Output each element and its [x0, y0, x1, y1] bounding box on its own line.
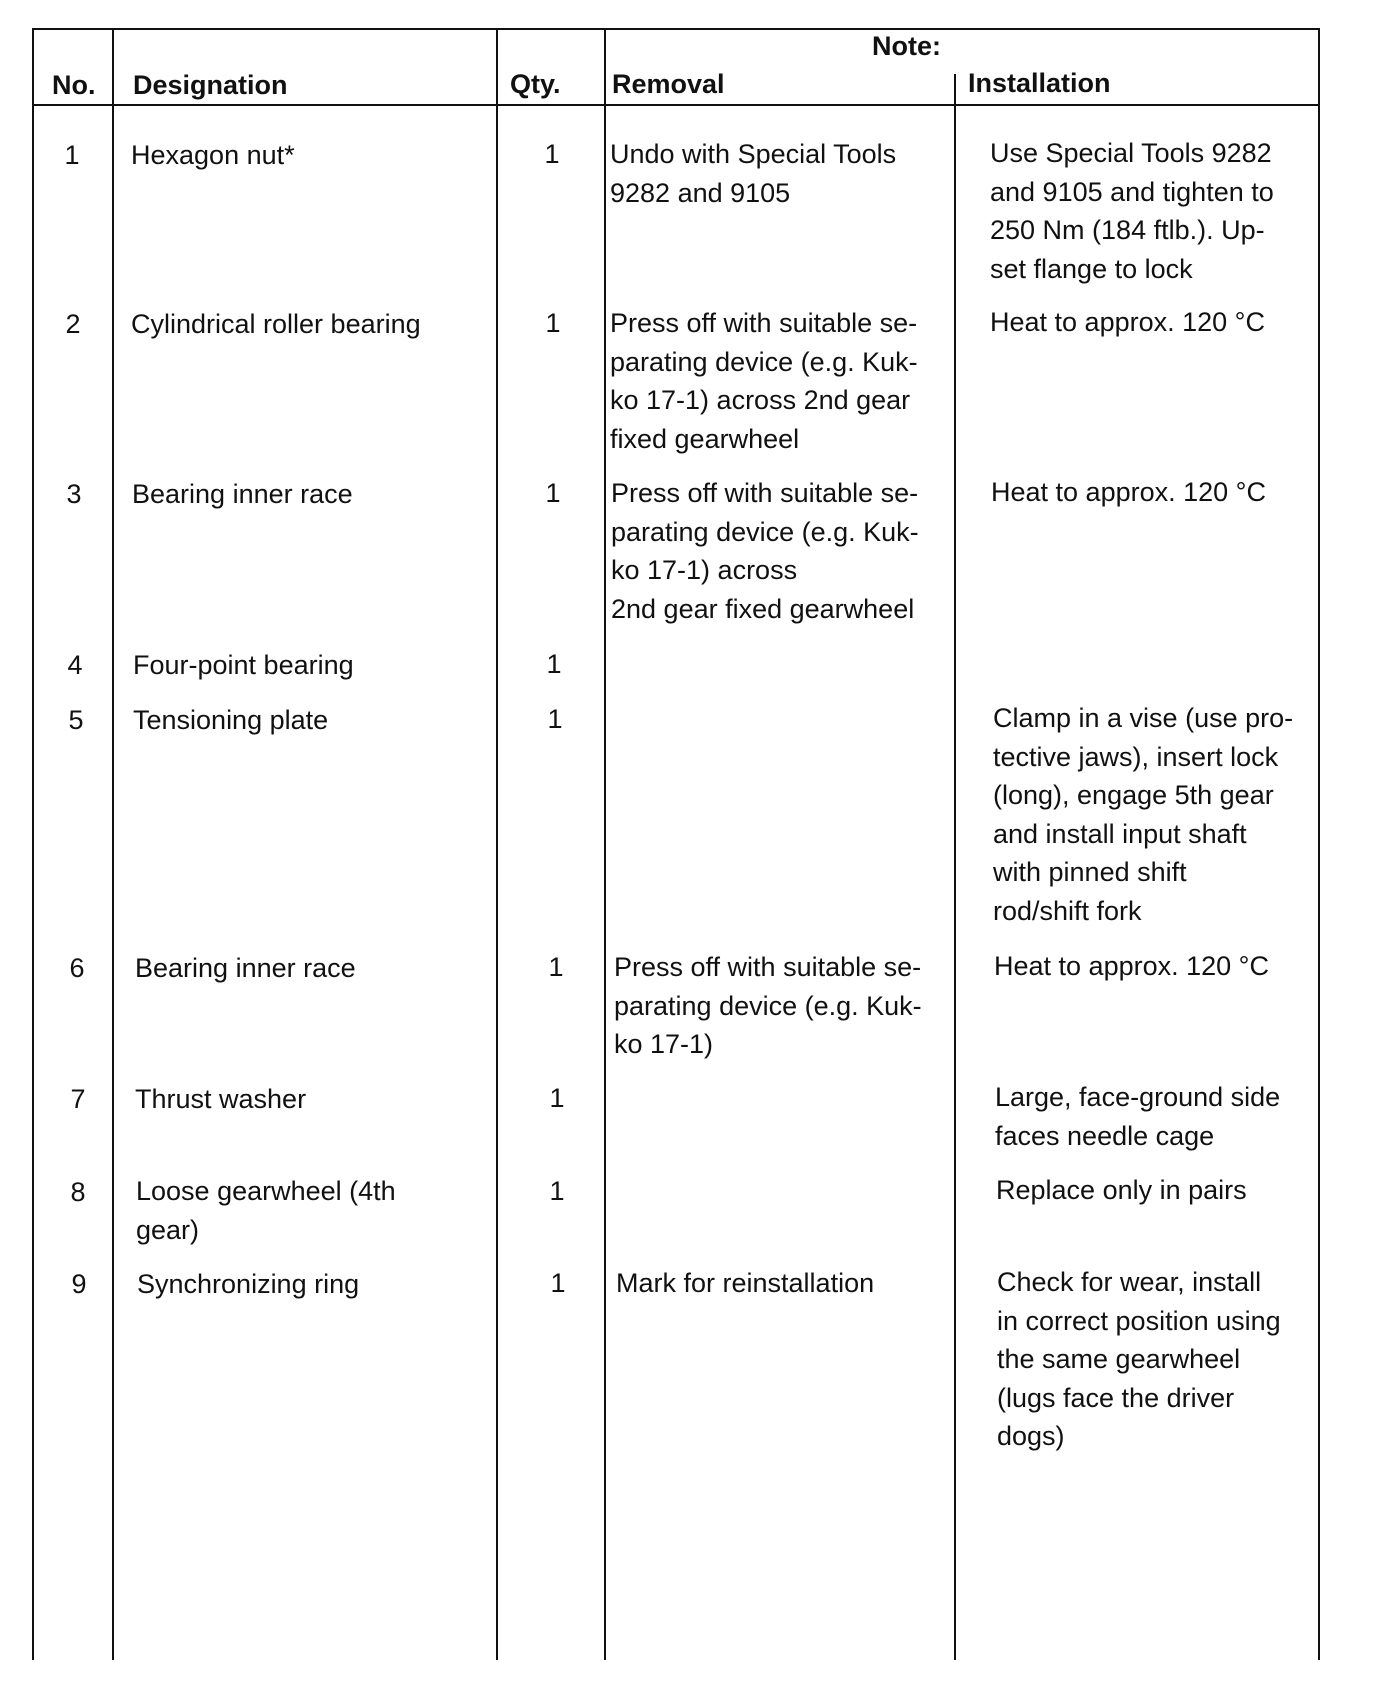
row-8-no: 8: [70, 1177, 86, 1207]
row-5-installation: Clamp in a vise (use pro- tective jaws), insert lock (long), engage 5th gear and install input shaft with pinned shift rod/shift fork: [993, 703, 1294, 926]
row-7-designation: Thrust washer: [135, 1084, 307, 1114]
row-9-installation: Check for wear, install in correct position using the same gearwheel (lugs face the driver dogs): [997, 1267, 1281, 1451]
header-bottom-border: [32, 104, 1320, 106]
row-1-removal: Undo with Special Tools 9282 and 9105: [610, 139, 897, 208]
row-2-designation: Cylindrical roller bearing: [131, 309, 421, 339]
row-1-designation: Hexagon nut*: [131, 140, 295, 170]
row-2-qty: 1: [545, 308, 561, 338]
header-no: No.: [52, 70, 96, 100]
row-9-no: 9: [71, 1269, 87, 1299]
row-5-no: 5: [68, 705, 84, 735]
top-border: [32, 28, 1320, 30]
left-border: [32, 28, 34, 1660]
divider-qty-removal: [604, 28, 606, 1660]
row-1-no: 1: [64, 140, 80, 170]
row-8-designation: Loose gearwheel (4th gear): [136, 1176, 396, 1245]
row-9-qty: 1: [550, 1268, 566, 1298]
header-designation: Designation: [133, 70, 288, 100]
row-3-installation: Heat to approx. 120 °C: [991, 477, 1266, 507]
row-1-qty: 1: [544, 139, 560, 169]
row-8-installation: Replace only in pairs: [996, 1175, 1247, 1205]
row-6-installation: Heat to approx. 120 °C: [994, 951, 1269, 981]
row-3-removal: Press off with suitable se- parating device (e.g. Kuk- ko 17-1) across 2nd gear fixed gearwheel: [611, 478, 919, 624]
row-7-installation: Large, face-ground side faces needle cage: [995, 1082, 1281, 1151]
divider-designation-qty: [496, 28, 498, 1660]
row-2-no: 2: [65, 309, 81, 339]
row-6-no: 6: [69, 953, 85, 983]
row-6-qty: 1: [548, 952, 564, 982]
row-4-qty: 1: [546, 649, 562, 679]
row-3-qty: 1: [545, 478, 561, 508]
row-9-designation: Synchronizing ring: [137, 1269, 360, 1299]
row-2-installation: Heat to approx. 120 °C: [990, 307, 1265, 337]
row-6-designation: Bearing inner race: [135, 953, 356, 983]
row-1-installation: Use Special Tools 9282 and 9105 and tighten to 250 Nm (184 ftlb.). Up- set flange to lock: [990, 138, 1274, 284]
row-7-no: 7: [70, 1084, 86, 1114]
row-6-removal: Press off with suitable se- parating device (e.g. Kuk- ko 17-1): [614, 952, 922, 1059]
row-4-designation: Four-point bearing: [133, 650, 354, 680]
divider-no-designation: [112, 28, 114, 1660]
row-2-removal: Press off with suitable se- parating device (e.g. Kuk- ko 17-1) across 2nd gear fixed gearwheel: [610, 308, 918, 454]
row-3-no: 3: [66, 479, 82, 509]
row-7-qty: 1: [549, 1083, 565, 1113]
header-qty: Qty.: [510, 69, 561, 99]
row-4-no: 4: [67, 650, 83, 680]
row-5-designation: Tensioning plate: [133, 705, 329, 735]
header-installation: Installation: [968, 68, 1111, 98]
divider-removal-installation: [954, 74, 956, 1660]
row-3-designation: Bearing inner race: [132, 479, 353, 509]
header-removal: Removal: [612, 69, 725, 99]
row-9-removal: Mark for reinstallation: [616, 1268, 875, 1298]
row-8-qty: 1: [549, 1176, 565, 1206]
right-border: [1318, 28, 1320, 1660]
header-note: Note:: [872, 31, 941, 61]
row-5-qty: 1: [547, 704, 563, 734]
